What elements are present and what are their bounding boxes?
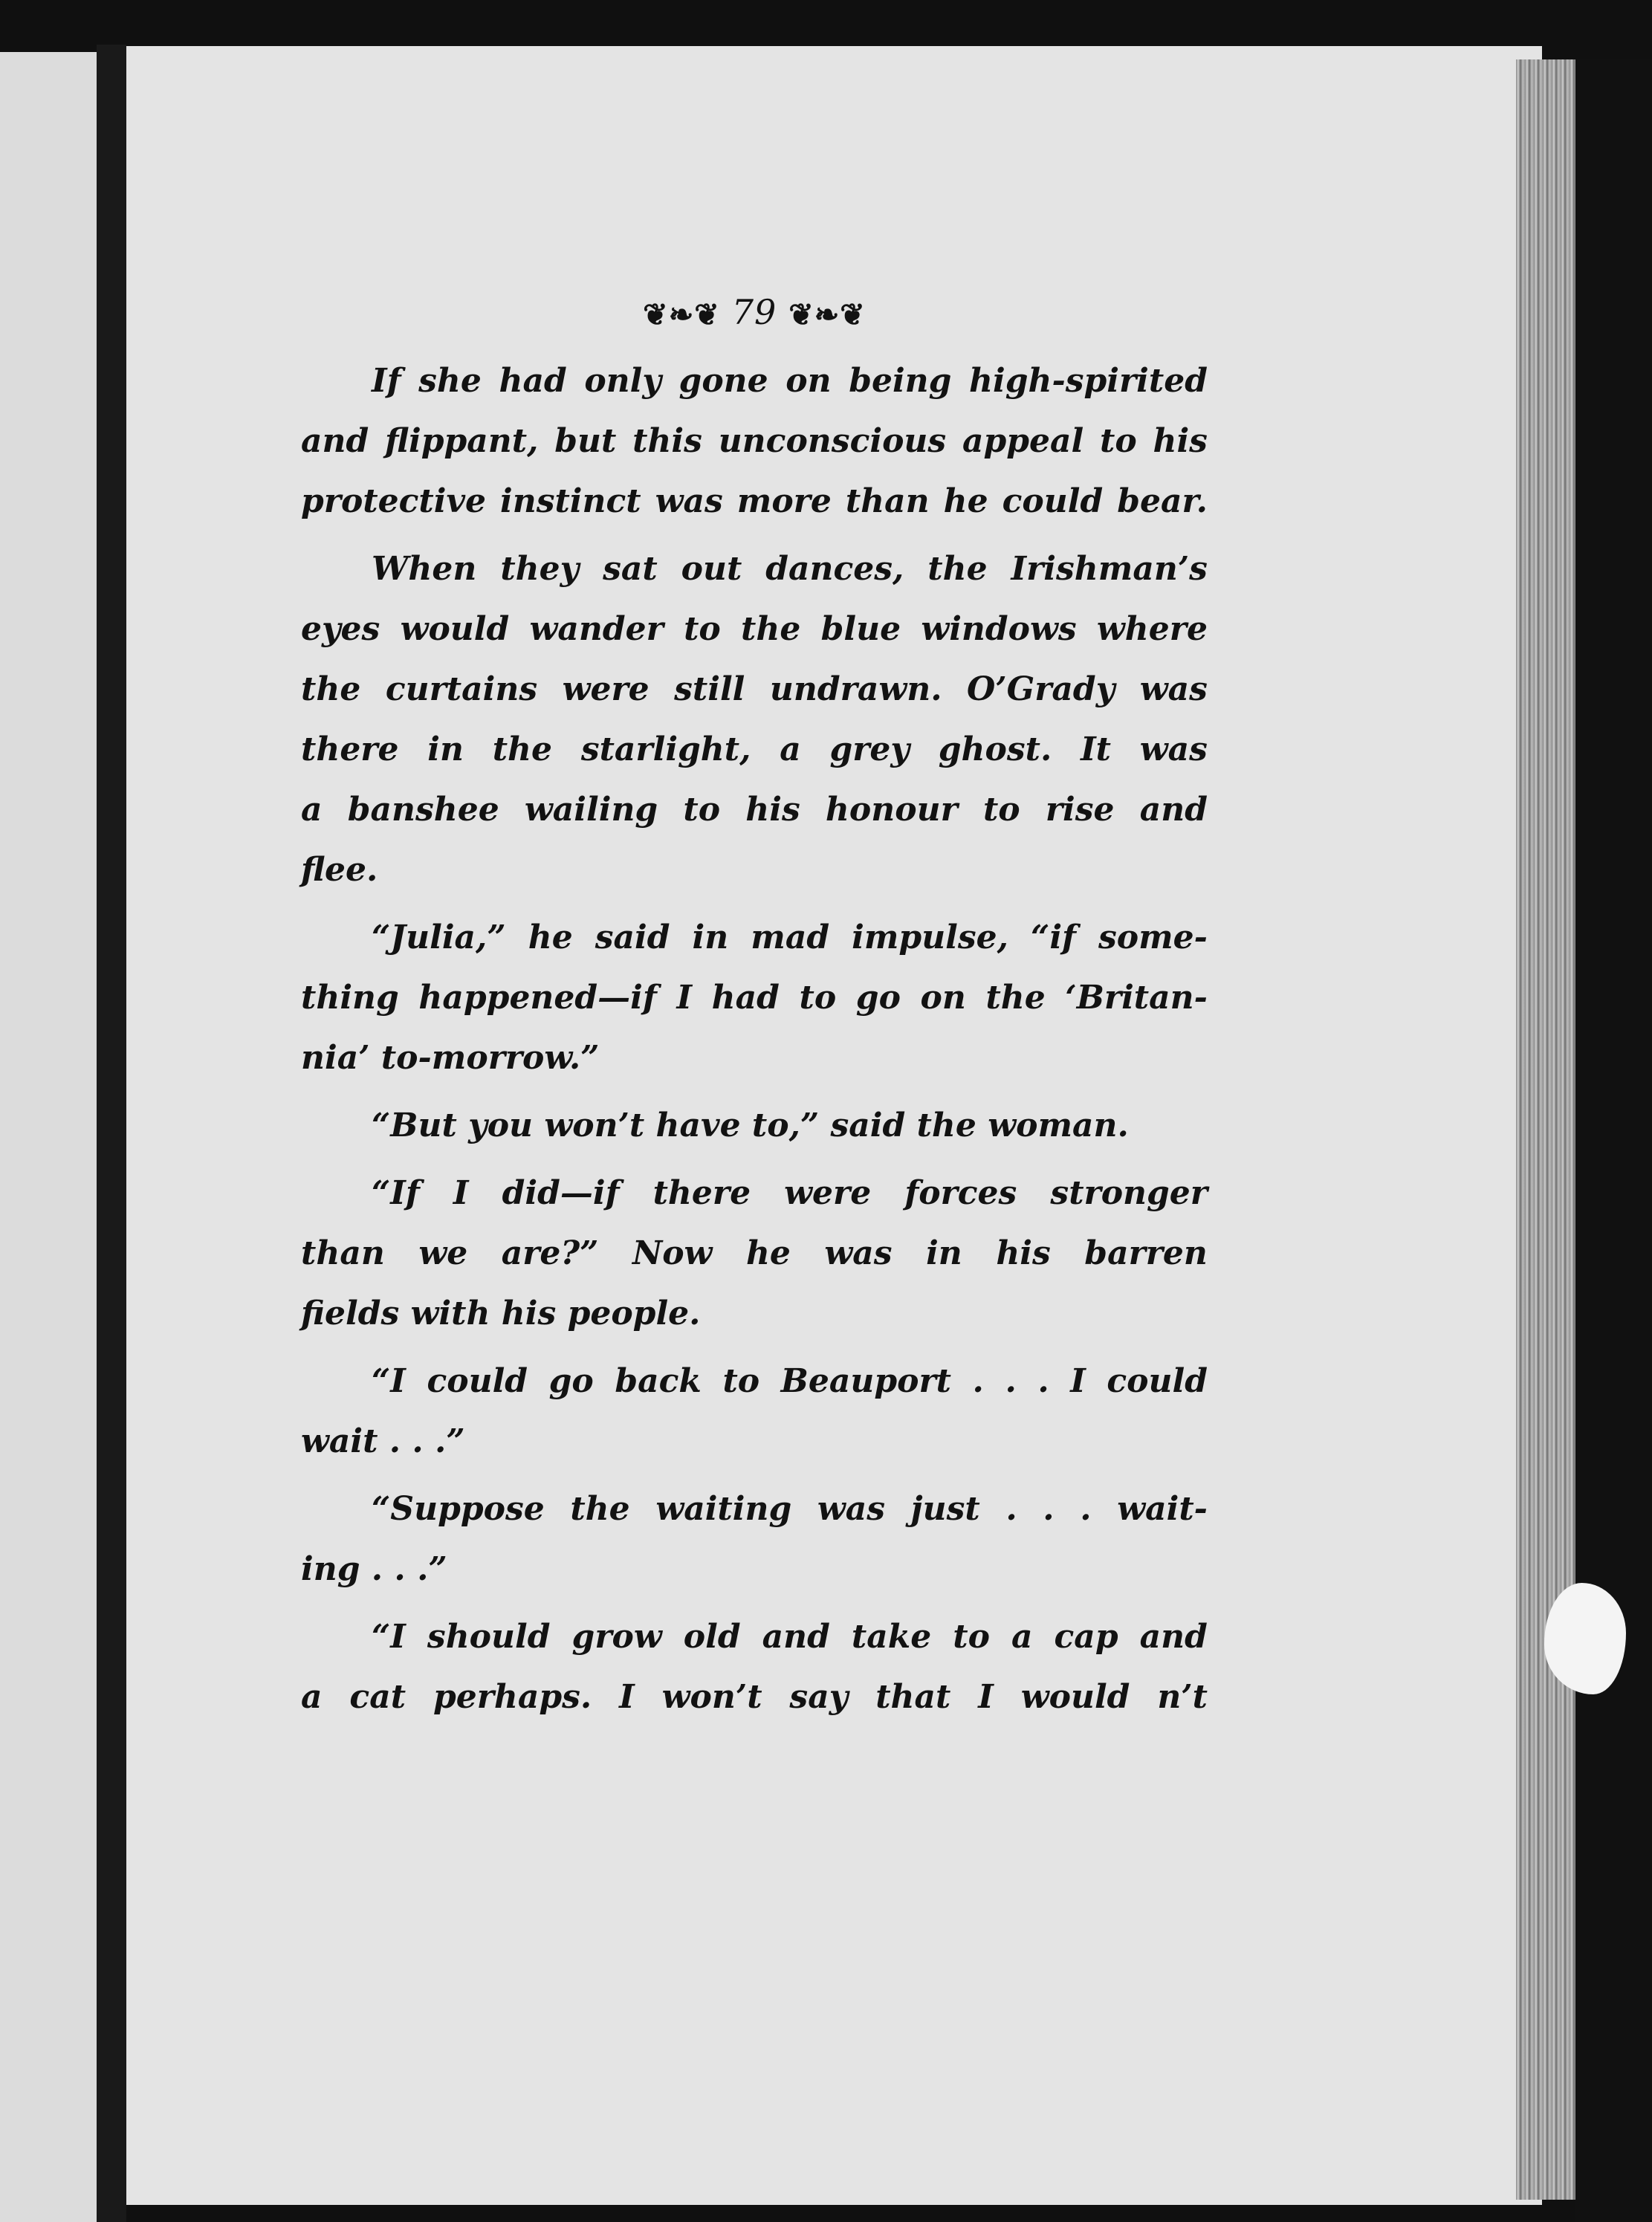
word: was [1139, 731, 1208, 768]
word: a [1011, 1618, 1033, 1656]
word: I [1070, 1362, 1086, 1400]
word: the [570, 1490, 630, 1528]
word: to [953, 1618, 990, 1656]
word: some- [1098, 919, 1208, 956]
word: go [548, 1362, 594, 1400]
text-line [301, 1607, 1208, 1667]
page-text [301, 290, 1208, 1734]
text-line [301, 1667, 1208, 1727]
word: in [427, 731, 464, 768]
word: high-spirited [969, 362, 1208, 400]
page-folio [301, 290, 1208, 337]
page-edges [1516, 59, 1575, 2200]
paragraph-4 [301, 1095, 1208, 1156]
word: to [683, 791, 721, 829]
text-line: nia’ to-morrow.” [301, 1039, 600, 1077]
ornament-right-icon: ❦❧❦ [788, 297, 866, 332]
word: he [745, 1234, 791, 1272]
text-line [301, 539, 1208, 599]
word: gone [678, 362, 768, 400]
word: and [1139, 1618, 1208, 1656]
word: “Julia,” [372, 919, 506, 956]
word: than [301, 1234, 385, 1272]
word: was [824, 1234, 893, 1272]
word: “if [1031, 919, 1076, 956]
text-line [301, 1163, 1208, 1223]
paper-stain [1544, 1583, 1626, 1694]
word: wait- [1117, 1490, 1208, 1528]
paragraph-2 [301, 539, 1208, 900]
word: his [745, 791, 800, 829]
word: sat [603, 550, 658, 588]
word: bear. [1117, 482, 1208, 520]
word: honour [825, 791, 958, 829]
word: there [652, 1174, 751, 1212]
paragraph-6 [301, 1351, 1208, 1471]
book-gutter [97, 45, 126, 2222]
word: “If [372, 1174, 420, 1212]
word: unconscious [718, 422, 947, 460]
word: wander [529, 610, 664, 648]
word: the [301, 670, 361, 708]
word: the [927, 550, 988, 588]
paragraph-1 [301, 351, 1208, 531]
word: . [1005, 1490, 1017, 1528]
word: wailing [524, 791, 658, 829]
word: banshee [347, 791, 499, 829]
text-line [301, 599, 1208, 659]
word: but [554, 422, 617, 460]
word: cap [1054, 1618, 1118, 1656]
word: starlight, [580, 731, 751, 768]
paragraph-7 [301, 1479, 1208, 1599]
text-line [301, 780, 1208, 840]
left-page-edge [0, 52, 97, 2222]
text-line [301, 719, 1208, 780]
word: happened—if [418, 979, 657, 1017]
word: being [849, 362, 952, 400]
word: in [926, 1234, 962, 1272]
paragraph-3 [301, 907, 1208, 1088]
word: would [400, 610, 510, 648]
text-line [301, 471, 1208, 531]
word: to [1100, 422, 1137, 460]
word: more [736, 482, 832, 520]
word: where [1096, 610, 1208, 648]
word: and [1139, 791, 1208, 829]
word: to [982, 791, 1020, 829]
word: impulse, [852, 919, 1008, 956]
word: won’t [661, 1678, 762, 1716]
right-margin-shadow [1575, 59, 1652, 2222]
word: and [762, 1618, 830, 1656]
word: back [615, 1362, 702, 1400]
paragraph-5 [301, 1163, 1208, 1344]
word: rise [1045, 791, 1115, 829]
word: undrawn. [769, 670, 942, 708]
word: on [920, 979, 966, 1017]
word: cat [349, 1678, 406, 1716]
word: that [875, 1678, 951, 1716]
text-line [301, 968, 1208, 1028]
word: on [785, 362, 832, 400]
text-line: “But you won’t have to,” said the woman. [372, 1107, 1129, 1144]
word: “Suppose [372, 1490, 545, 1528]
word: go [855, 979, 901, 1017]
text-line [301, 1351, 1208, 1411]
word: could [1107, 1362, 1208, 1400]
word: a [301, 1678, 323, 1716]
word: protective [301, 482, 487, 520]
word: It [1081, 731, 1111, 768]
word: are?” [501, 1234, 599, 1272]
word: flippant, [385, 422, 539, 460]
word: Beauport [780, 1362, 951, 1400]
word: he [943, 482, 988, 520]
word: I [619, 1678, 635, 1716]
word: blue [820, 610, 901, 648]
word: were [784, 1174, 872, 1212]
word: a [780, 731, 801, 768]
text-line [301, 907, 1208, 968]
word: instinct [500, 482, 641, 520]
word: the [741, 610, 801, 648]
word: than [845, 482, 930, 520]
word: waiting [655, 1490, 792, 1528]
word: “I [372, 1362, 406, 1400]
word: O’Grady [967, 670, 1115, 708]
text-line [301, 1479, 1208, 1539]
word: were [562, 670, 650, 708]
word: “I [372, 1618, 406, 1656]
word: grey [829, 731, 910, 768]
word: just [910, 1490, 980, 1528]
word: ghost. [938, 731, 1052, 768]
text-line [301, 351, 1208, 411]
word: out [681, 550, 742, 588]
text-line: ing . . .” [301, 1550, 447, 1588]
word: If [372, 362, 401, 400]
word: to [799, 979, 837, 1017]
word: perhaps. [433, 1678, 592, 1716]
text-line: flee. [301, 851, 378, 889]
word: old [683, 1618, 741, 1656]
word: the [492, 731, 553, 768]
word: in [692, 919, 729, 956]
text-line [301, 659, 1208, 719]
word: would [1020, 1678, 1130, 1716]
word: appeal [962, 422, 1084, 460]
word: a [301, 791, 323, 829]
word: ‘Britan- [1065, 979, 1208, 1017]
word: his [996, 1234, 1051, 1272]
word: forces [904, 1174, 1017, 1212]
word: this [632, 422, 702, 460]
word: I [453, 1174, 469, 1212]
word: windows [921, 610, 1077, 648]
word: say [789, 1678, 849, 1716]
word: mad [751, 919, 830, 956]
word: had [711, 979, 780, 1017]
word: his [1153, 422, 1208, 460]
word: stronger [1050, 1174, 1208, 1212]
word: was [817, 1490, 886, 1528]
word: dances, [765, 550, 904, 588]
word: to [722, 1362, 760, 1400]
paragraph-8 [301, 1607, 1208, 1727]
word: did—if [502, 1174, 620, 1212]
word: could [427, 1362, 528, 1400]
text-line: fields with his people. [301, 1295, 701, 1332]
ornament-left-icon: ❦❧❦ [643, 297, 720, 332]
word: they [500, 550, 580, 588]
word: take [851, 1618, 932, 1656]
word: I [978, 1678, 994, 1716]
word: . [1037, 1362, 1049, 1400]
word: curtains [385, 670, 538, 708]
word: was [1139, 670, 1208, 708]
word: barren [1084, 1234, 1208, 1272]
word: grow [571, 1618, 662, 1656]
word: . [1005, 1362, 1017, 1400]
word: Irishman’s [1011, 550, 1208, 588]
word: . [972, 1362, 984, 1400]
word: had [499, 362, 567, 400]
word: thing [301, 979, 399, 1017]
word: was [655, 482, 723, 520]
text-line [301, 1223, 1208, 1283]
word: still [674, 670, 745, 708]
word: and [301, 422, 369, 460]
word: he [528, 919, 573, 956]
word: she [418, 362, 482, 400]
word: said [595, 919, 670, 956]
word: could [1002, 482, 1104, 520]
word: eyes [301, 610, 380, 648]
word: the [985, 979, 1046, 1017]
word: to [684, 610, 721, 648]
word: When [372, 550, 477, 588]
text-line: wait . . .” [301, 1422, 465, 1460]
word: n’t [1157, 1678, 1208, 1716]
text-line [301, 411, 1208, 471]
word: should [427, 1618, 551, 1656]
word: only [584, 362, 661, 400]
word: Now [632, 1234, 713, 1272]
page-number: 79 [731, 292, 777, 332]
word: there [301, 731, 399, 768]
word: I [676, 979, 693, 1017]
word: . [1080, 1490, 1092, 1528]
word: we [418, 1234, 468, 1272]
word: . [1043, 1490, 1055, 1528]
